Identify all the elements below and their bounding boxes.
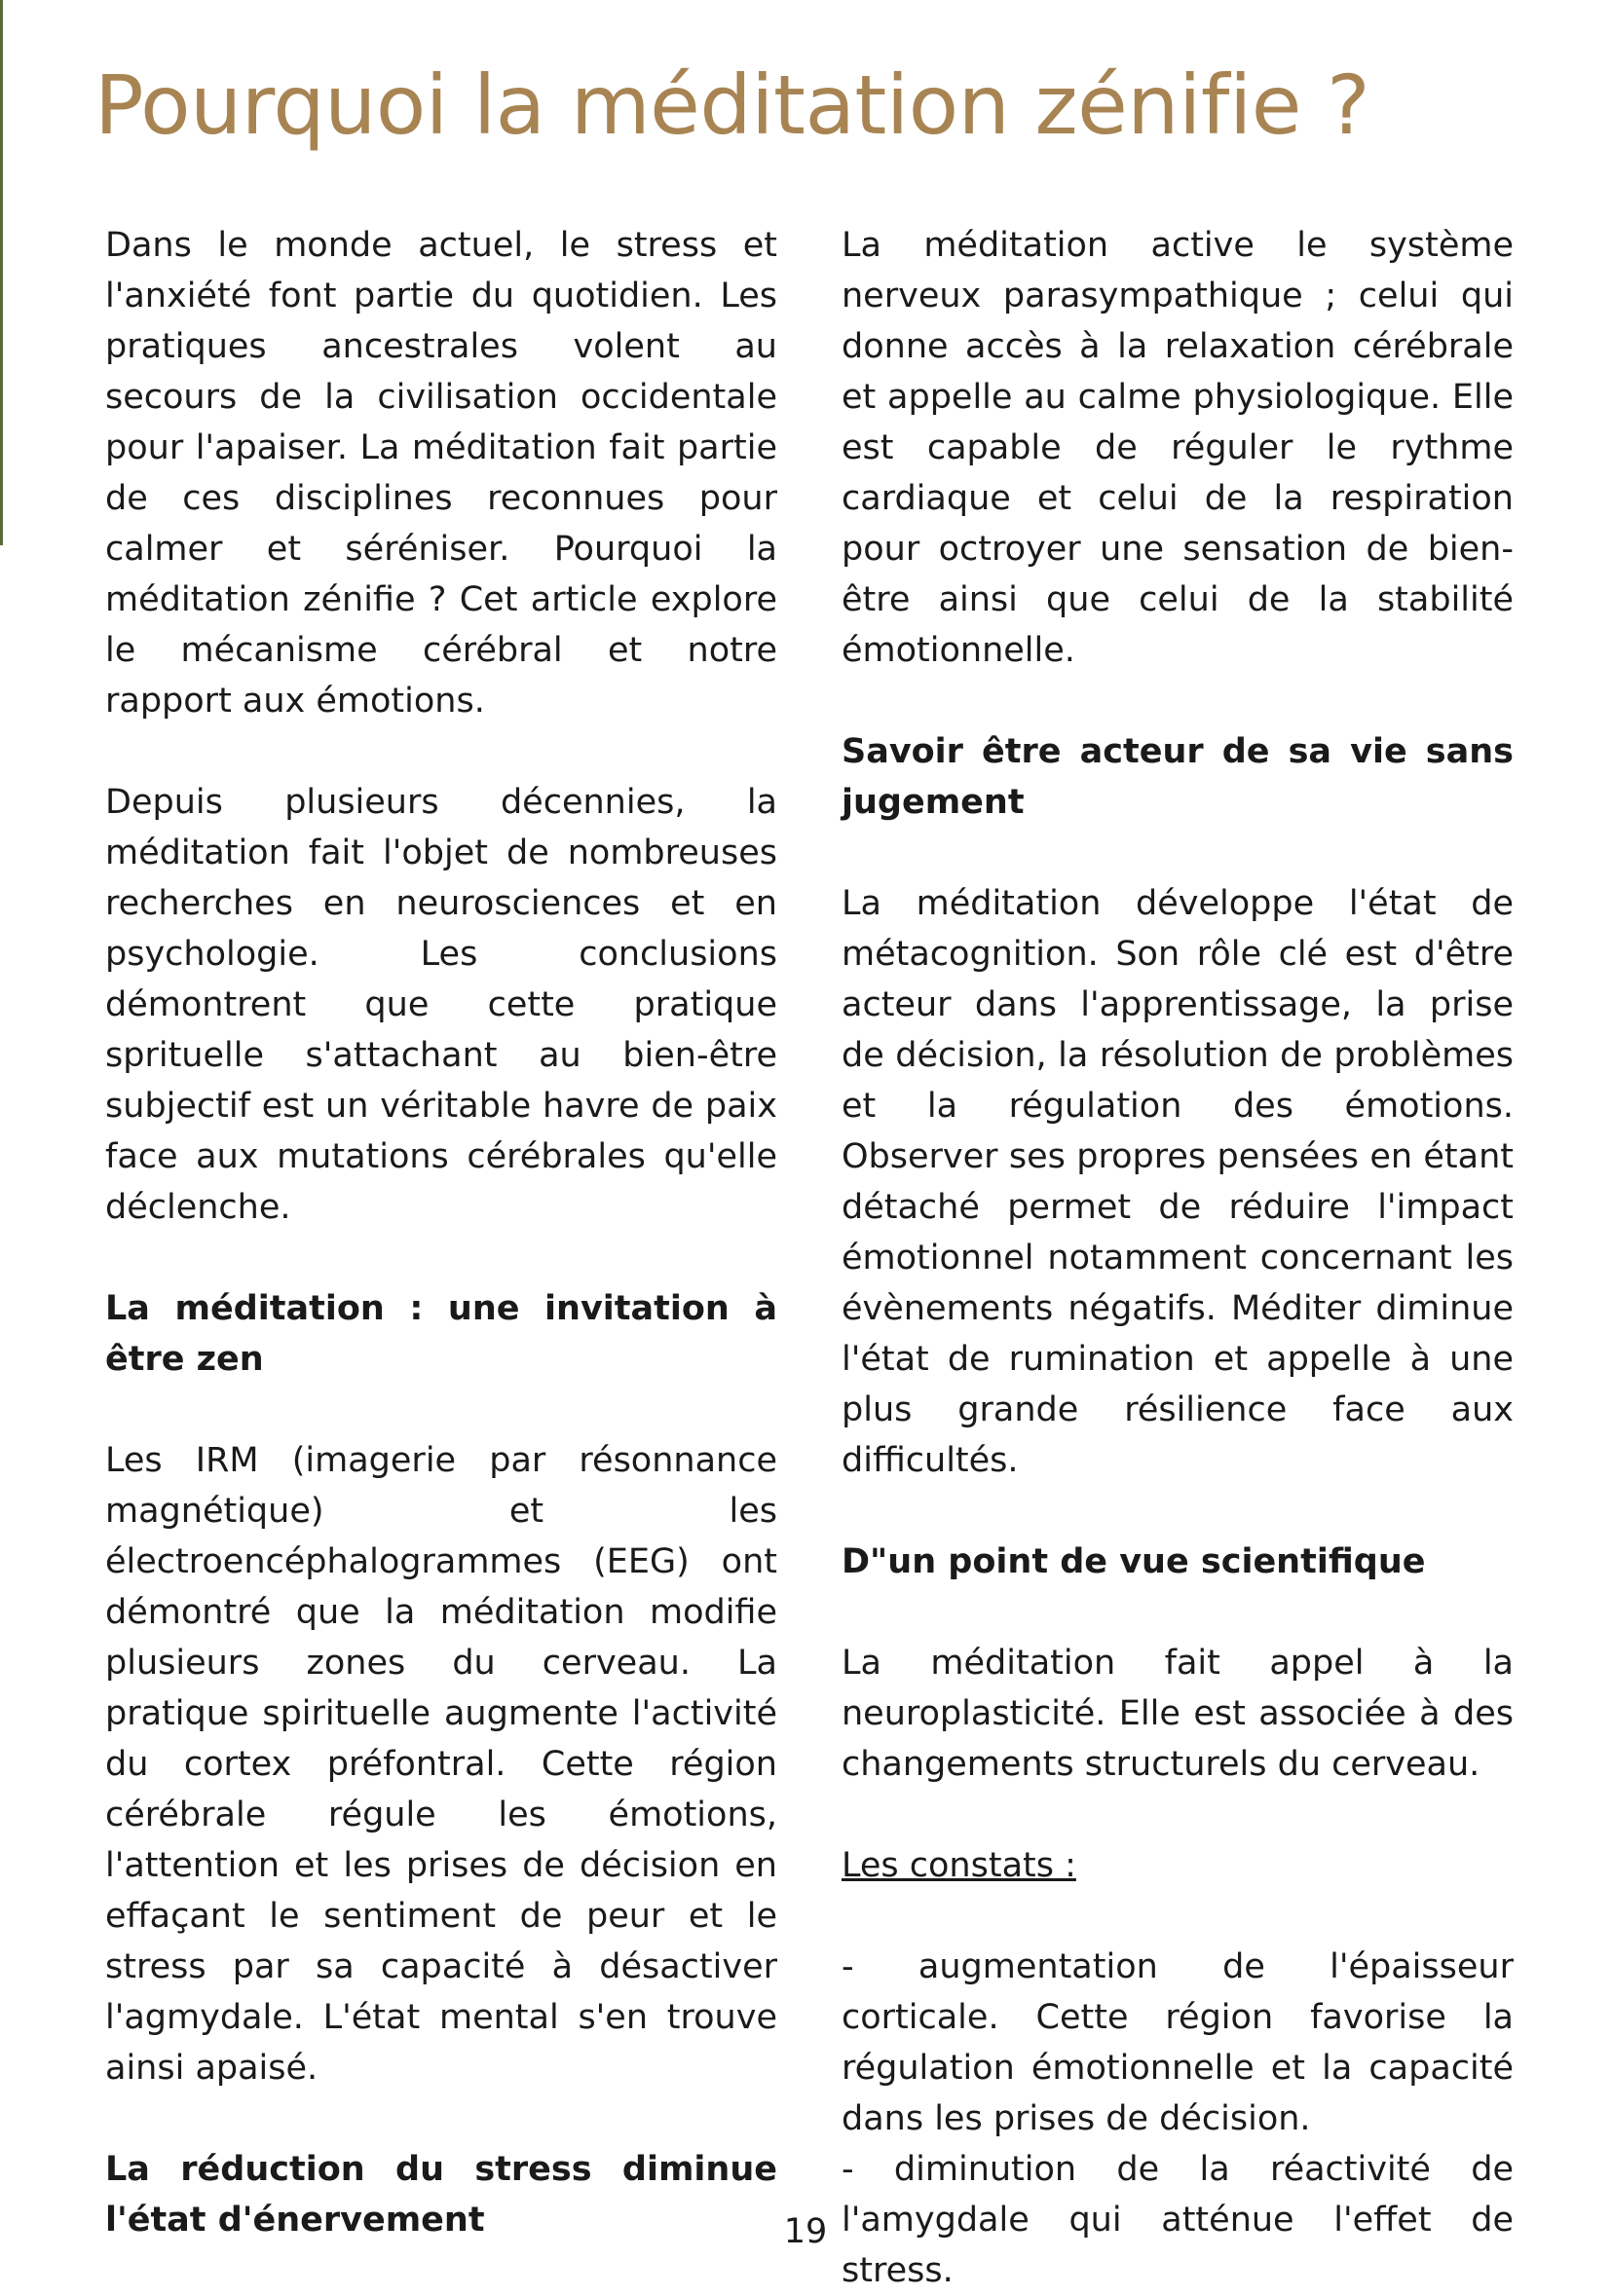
right-column xyxy=(842,220,1514,2296)
constat-item-1: - augmentation de l'épaisseur corticale. Cette région favorise la régulation émotionnelle et la capacité dans les prises de décision. xyxy=(842,1947,1514,2138)
metacognition-paragraph: La méditation développe l'état de métacognition. Son rôle clé est d'être acteur dans l'apprentissage, la prise de décision, la résolution de problèmes et la régulation des émotions. Observer ses propres pensées en étant détaché permet de réduire l'impact émotionnel notamment concernant les évènements négatifs. Méditer diminue l'état de rumination et appelle à une plus grande résilience face aux difficultés. xyxy=(842,884,1514,1480)
irm-paragraph: Les IRM (imagerie par résonnance magnétique) et les électroencéphalogrammes (EEG) ont démontré que la méditation modifie plusieurs zones du cerveau. La pratique spirituelle augmente l'activité du cortex préfontral. Cette région cérébrale régule les émotions, l'attention et les prises de décision en effaçant le sentiment de peur et le stress par sa capacité à désactiver l'agmydale. L'état mental s'en trouve ainsi apaisé. xyxy=(105,1441,777,2088)
left-edge-rule xyxy=(0,0,3,545)
page-number: 19 xyxy=(783,2212,828,2251)
constat-item-2: - diminution de la réactivité de l'amygdale qui atténue l'effet de stress. xyxy=(842,2150,1514,2290)
section-heading-zen: La méditation : une invitation à être zen xyxy=(105,1289,777,1379)
page-title: Pourquoi la méditation zénifie ? xyxy=(94,57,1370,153)
left-column xyxy=(105,220,777,2245)
neuroplasticity-paragraph: La méditation fait appel à la neuroplasticité. Elle est associée à des changements structurels du cerveau. xyxy=(842,1644,1514,1784)
section-heading-stress: La réduction du stress diminue l'état d'énervement xyxy=(105,2150,777,2240)
intro-paragraph: Dans le monde actuel, le stress et l'anxiété font partie du quotidien. Les pratiques ancestrales volent au secours de la civilisation occidentale pour l'apaiser. La méditation fait partie de ces disciplines reconnues pour calmer et séréniser. Pourquoi la méditation zénifie ? Cet article explore le mécanisme cérébral et notre rapport aux émotions. xyxy=(105,226,777,721)
constats-label: Les constats : xyxy=(842,1846,1076,1885)
section-heading-scientifique: D"un point de vue scientifique xyxy=(842,1542,1426,1581)
section-heading-acteur: Savoir être acteur de sa vie sans jugement xyxy=(842,732,1514,822)
research-paragraph: Depuis plusieurs décennies, la méditation fait l'objet de nombreuses recherches en neurosciences et en psychologie. Les conclusions démontrent que cette pratique sprituelle s'attachant au bien-être subjectif est un véritable havre de paix face aux mutations cérébrales qu'elle déclenche. xyxy=(105,783,777,1227)
parasympathetic-paragraph: La méditation active le système nerveux parasympathique ; celui qui donne accès à la relaxation cérébrale et appelle au calme physiologique. Elle est capable de réguler le rythme cardiaque et celui de la respiration pour octroyer une sensation de bien-être ainsi que celui de la stabilité émotionnelle. xyxy=(842,226,1514,670)
